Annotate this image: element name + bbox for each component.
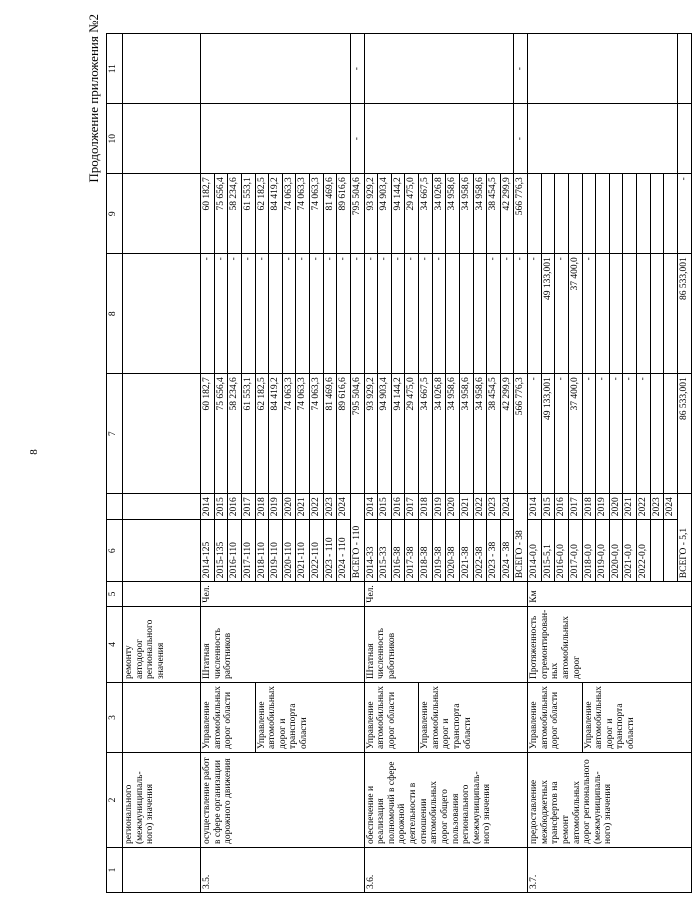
indicator-value: 2023 - 38 — [487, 520, 501, 582]
table-row — [201, 34, 215, 893]
indicator-value: 2015-5,1 — [541, 520, 555, 582]
column-number-col-6: 6 — [107, 520, 123, 582]
executor-2: Управление автомобильных дорог и транспорта области — [255, 682, 364, 752]
funding-local — [201, 104, 351, 174]
year: 2021 — [459, 494, 473, 520]
year: 2017 — [568, 494, 582, 520]
empty-cell — [123, 520, 201, 582]
continuation-row — [123, 34, 201, 893]
indicator-name: Штатная численность работников — [201, 606, 365, 682]
funding-total — [664, 374, 678, 494]
year: 2024 — [664, 494, 678, 520]
column-number-col-9: 9 — [107, 174, 123, 254]
funding-other — [364, 34, 514, 104]
funding-federal: - — [582, 254, 596, 374]
indicator-value: 2017-110 — [241, 520, 255, 582]
year: 2019 — [269, 494, 283, 520]
funding-federal: 49 133,001 — [541, 254, 555, 374]
year: 2023 — [323, 494, 337, 520]
year: 2018 — [419, 494, 433, 520]
funding-total: 89 616,6 — [337, 374, 351, 494]
funding-total: - — [582, 374, 596, 494]
table-row — [364, 34, 378, 893]
funding-total: 38 454,5 — [487, 374, 501, 494]
funding-total: 34 667,5 — [419, 374, 433, 494]
indicator-value: 2018-0,0 — [582, 520, 596, 582]
funding-federal — [269, 254, 283, 374]
indicator-cell: ремонту автодорог регионального значения — [123, 606, 201, 682]
funding-total: - — [596, 374, 610, 494]
funding-regional — [637, 174, 651, 254]
indicator-value: 2016-38 — [391, 520, 405, 582]
funding-regional: 61 553,1 — [241, 174, 255, 254]
funding-regional: 34 958,6 — [473, 174, 487, 254]
funding-regional — [582, 174, 596, 254]
funding-regional: 94 903,4 — [378, 174, 392, 254]
indicator-value: 2024 - 38 — [500, 520, 514, 582]
indicator-name: Штатная численность работников — [364, 606, 528, 682]
funding-total: 42 299,9 — [500, 374, 514, 494]
funding-regional: 74 063,3 — [296, 174, 310, 254]
funding-federal: 37 400,0 — [568, 254, 582, 374]
year: 2022 — [310, 494, 324, 520]
funding-regional: 34 667,5 — [419, 174, 433, 254]
column-number-col-3: 3 — [107, 682, 123, 752]
indicator-value: 2022-110 — [310, 520, 324, 582]
funding-regional: 34 958,6 — [446, 174, 460, 254]
funding-federal: - — [555, 254, 569, 374]
year: 2024 — [337, 494, 351, 520]
empty-cell — [123, 582, 201, 607]
indicator-value: 2019-0,0 — [596, 520, 610, 582]
appendix-table — [106, 33, 692, 893]
funding-regional: 42 299,9 — [500, 174, 514, 254]
column-number-col-11: 11 — [107, 34, 123, 104]
funding-federal: - — [310, 254, 324, 374]
column-number-col-5: 5 — [107, 582, 123, 607]
indicator-value: 2018-38 — [419, 520, 433, 582]
funding-total: - — [637, 374, 651, 494]
empty-cell — [123, 174, 201, 254]
empty-cell — [123, 374, 201, 494]
funding-total: 58 234,6 — [228, 374, 242, 494]
item-number: 3.5. — [201, 848, 365, 893]
funding-local — [364, 104, 514, 174]
funding-total: 34 026,8 — [432, 374, 446, 494]
executor-2: Управление автомобильных дорог и транспорта области — [419, 682, 528, 752]
funding-regional: 58 234,6 — [228, 174, 242, 254]
year: 2023 — [650, 494, 664, 520]
funding-total: 81 469,6 — [323, 374, 337, 494]
funding-federal: - — [391, 254, 405, 374]
empty-cell — [123, 494, 201, 520]
funding-total: 34 958,6 — [446, 374, 460, 494]
funding-federal: - — [241, 254, 255, 374]
year: 2017 — [241, 494, 255, 520]
funding-regional: 74 063,3 — [310, 174, 324, 254]
executor-2: Управление автомобильных дорог и транспорта области — [582, 682, 691, 752]
funding-federal: - — [228, 254, 242, 374]
total-funding-other: - — [514, 34, 528, 104]
total-funding-local: - — [514, 104, 528, 174]
funding-federal: - — [323, 254, 337, 374]
executor-1: Управление автомобильных дорог области — [528, 682, 583, 752]
indicator-value: 2018-110 — [255, 520, 269, 582]
item-name: осуществление работ в сфере организации дорожного движения — [201, 753, 365, 848]
indicator-value: 2023 - 110 — [323, 520, 337, 582]
num-cell — [123, 848, 201, 893]
total-funding-regional: 795 504,6 — [350, 174, 364, 254]
indicator-value: 2014-0,0 — [528, 520, 542, 582]
funding-federal: - — [214, 254, 228, 374]
funding-federal — [623, 254, 637, 374]
column-number-col-1: 1 — [107, 848, 123, 893]
year: 2016 — [555, 494, 569, 520]
funding-regional: 81 469,6 — [323, 174, 337, 254]
funding-regional: 38 454,5 — [487, 174, 501, 254]
funding-regional: 34 026,8 — [432, 174, 446, 254]
indicator-value: 2014-33 — [364, 520, 378, 582]
funding-regional — [623, 174, 637, 254]
empty-cell — [123, 104, 201, 174]
column-number-col-8: 8 — [107, 254, 123, 374]
funding-regional — [596, 174, 610, 254]
indicator-value — [650, 520, 664, 582]
total-label: ВСЕГО - 110 — [350, 494, 364, 582]
executor-cell — [123, 682, 201, 752]
indicator-value: 2021-110 — [296, 520, 310, 582]
funding-regional — [568, 174, 582, 254]
funding-total — [650, 374, 664, 494]
column-number-col-year — [107, 494, 123, 520]
funding-total: 74 063,3 — [310, 374, 324, 494]
funding-total: - — [623, 374, 637, 494]
item-number: 3.7. — [528, 848, 692, 893]
funding-other — [528, 34, 678, 104]
funding-total: 93 929,2 — [364, 374, 378, 494]
page-number: 8 — [28, 449, 40, 455]
total-label: ВСЕГО - 5,1 — [677, 494, 691, 582]
empty-cell — [123, 34, 201, 104]
funding-total: 34 958,6 — [473, 374, 487, 494]
total-funding-federal: - — [514, 254, 528, 374]
indicator-value: 2020-38 — [446, 520, 460, 582]
funding-federal — [609, 254, 623, 374]
indicator-value: 2019-38 — [432, 520, 446, 582]
indicator-value: 2014-125 — [201, 520, 215, 582]
funding-total: 29 475,0 — [405, 374, 419, 494]
continuation-title: Продолжение приложения №2 — [86, 14, 101, 183]
item-number: 3.6. — [364, 848, 528, 893]
funding-federal — [459, 254, 473, 374]
year: 2016 — [391, 494, 405, 520]
rotated-page — [80, 0, 689, 905]
total-funding-local — [677, 104, 691, 174]
funding-federal — [637, 254, 651, 374]
indicator-value — [664, 520, 678, 582]
funding-federal: - — [201, 254, 215, 374]
funding-local — [528, 104, 678, 174]
total-funding-total: 795 504,6 — [350, 374, 364, 494]
funding-regional: 62 182,5 — [255, 174, 269, 254]
year: 2014 — [364, 494, 378, 520]
indicator-value: 2021-0,0 — [623, 520, 637, 582]
indicator-value: 2024 - 110 — [337, 520, 351, 582]
indicator-value: 2016-110 — [228, 520, 242, 582]
total-funding-other: - — [350, 34, 364, 104]
indicator-value: 2017-38 — [405, 520, 419, 582]
year: 2015 — [541, 494, 555, 520]
item-name: обеспечение и реализация полномочий в сфере дорожной деятельности в отношении автомобильных дорог общего пользования регионального (межмуниципаль-ного) значения — [364, 753, 528, 848]
funding-total: 94 903,4 — [378, 374, 392, 494]
indicator-value: 2016-0,0 — [555, 520, 569, 582]
funding-federal: - — [364, 254, 378, 374]
funding-federal — [473, 254, 487, 374]
funding-federal: - — [405, 254, 419, 374]
year: 2018 — [255, 494, 269, 520]
funding-federal — [650, 254, 664, 374]
funding-federal: - — [528, 254, 542, 374]
column-number-col-10: 10 — [107, 104, 123, 174]
funding-total: 61 553,1 — [241, 374, 255, 494]
funding-federal: - — [432, 254, 446, 374]
funding-total: 74 063,3 — [296, 374, 310, 494]
year: 2014 — [201, 494, 215, 520]
indicator-value: 2020-110 — [282, 520, 296, 582]
year: 2019 — [596, 494, 610, 520]
total-funding-regional: - — [677, 174, 691, 254]
funding-regional: 60 182,7 — [201, 174, 215, 254]
funding-federal: - — [296, 254, 310, 374]
total-funding-regional: 566 776,3 — [514, 174, 528, 254]
year: 2023 — [487, 494, 501, 520]
year: 2016 — [228, 494, 242, 520]
item-name: предоставление межбюджетных трансфертов на ремонт автомобильных дорог регионального (межмуниципаль-ного) значения — [528, 753, 692, 848]
total-funding-other — [677, 34, 691, 104]
funding-regional — [541, 174, 555, 254]
indicator-value: 2015-33 — [378, 520, 392, 582]
funding-federal: - — [337, 254, 351, 374]
indicator-value: 2015-135 — [214, 520, 228, 582]
column-number-col-2: 2 — [107, 753, 123, 848]
funding-total: 49 133,001 — [541, 374, 555, 494]
column-number-row — [107, 34, 123, 893]
year: 2021 — [623, 494, 637, 520]
total-funding-federal: - — [350, 254, 364, 374]
year: 2020 — [446, 494, 460, 520]
total-label: ВСЕГО - 38 — [514, 494, 528, 582]
funding-total: 74 063,3 — [282, 374, 296, 494]
total-funding-local: - — [350, 104, 364, 174]
funding-federal — [596, 254, 610, 374]
total-funding-federal: 86 533,001 — [677, 254, 691, 374]
year: 2015 — [378, 494, 392, 520]
funding-federal — [446, 254, 460, 374]
funding-total: 84 419,2 — [269, 374, 283, 494]
executor-1: Управление автомобильных дорог области — [364, 682, 419, 752]
year: 2024 — [500, 494, 514, 520]
year: 2022 — [637, 494, 651, 520]
indicator-value: 2022-0,0 — [637, 520, 651, 582]
unit: Км — [528, 582, 692, 607]
funding-federal: - — [255, 254, 269, 374]
indicator-value: 2020-0,0 — [609, 520, 623, 582]
funding-regional: 84 419,2 — [269, 174, 283, 254]
funding-other — [201, 34, 351, 104]
funding-total: 75 656,4 — [214, 374, 228, 494]
funding-regional — [555, 174, 569, 254]
funding-total: 62 182,5 — [255, 374, 269, 494]
year: 2017 — [405, 494, 419, 520]
funding-federal: - — [487, 254, 501, 374]
funding-federal: - — [419, 254, 433, 374]
column-number-col-4: 4 — [107, 606, 123, 682]
funding-regional: 29 475,0 — [405, 174, 419, 254]
funding-total: 34 958,6 — [459, 374, 473, 494]
year: 2018 — [582, 494, 596, 520]
column-number-col-7: 7 — [107, 374, 123, 494]
funding-regional — [609, 174, 623, 254]
year: 2014 — [528, 494, 542, 520]
year: 2020 — [609, 494, 623, 520]
year: 2020 — [282, 494, 296, 520]
funding-regional: 93 929,2 — [364, 174, 378, 254]
funding-total: - — [528, 374, 542, 494]
funding-regional — [528, 174, 542, 254]
funding-regional — [664, 174, 678, 254]
executor-1: Управление автомобильных дорог области — [201, 682, 256, 752]
indicator-value: 2017-0,0 — [568, 520, 582, 582]
total-funding-total: 86 533,001 — [677, 374, 691, 494]
unit: Чел. — [364, 582, 528, 607]
year: 2015 — [214, 494, 228, 520]
funding-regional: 89 616,6 — [337, 174, 351, 254]
year: 2022 — [473, 494, 487, 520]
indicator-value: 2021-38 — [459, 520, 473, 582]
funding-regional: 94 144,2 — [391, 174, 405, 254]
funding-regional — [650, 174, 664, 254]
year: 2021 — [296, 494, 310, 520]
funding-total: - — [609, 374, 623, 494]
table-row — [528, 34, 542, 893]
funding-total: 60 182,7 — [201, 374, 215, 494]
funding-total: 94 144,2 — [391, 374, 405, 494]
empty-cell — [123, 254, 201, 374]
funding-regional: 34 958,6 — [459, 174, 473, 254]
indicator-name: Протяженность отремонтирован-ных автомобильных дорог — [528, 606, 692, 682]
year: 2019 — [432, 494, 446, 520]
total-funding-total: 566 776,3 — [514, 374, 528, 494]
funding-federal: - — [378, 254, 392, 374]
funding-federal: - — [282, 254, 296, 374]
indicator-value: 2022-38 — [473, 520, 487, 582]
indicator-value: 2019-110 — [269, 520, 283, 582]
funding-federal — [664, 254, 678, 374]
name-cell: регионального (межмуниципаль-ного) значения — [123, 753, 201, 848]
unit: Чел. — [201, 582, 365, 607]
funding-regional: 75 656,4 — [214, 174, 228, 254]
funding-federal: - — [500, 254, 514, 374]
funding-total: - — [555, 374, 569, 494]
funding-total: 37 400,0 — [568, 374, 582, 494]
funding-regional: 74 063,3 — [282, 174, 296, 254]
